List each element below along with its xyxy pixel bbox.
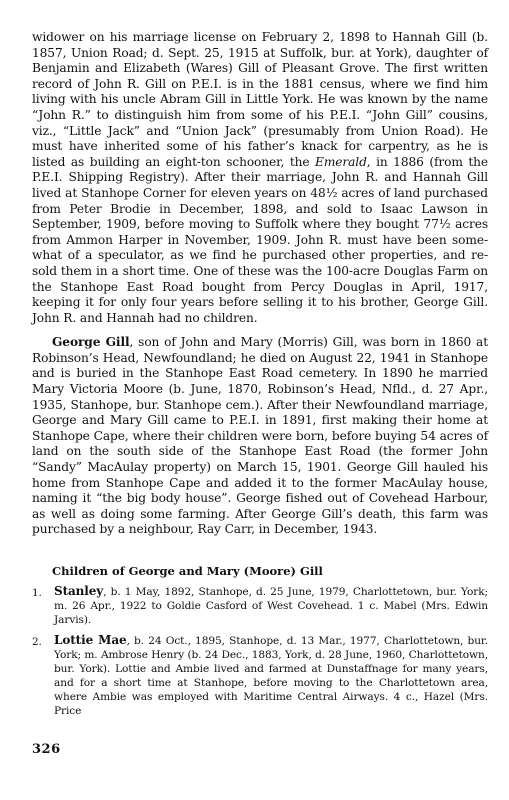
section-title: Children of George and Mary (Moore) Gill — [52, 564, 323, 578]
item-number: 2. — [32, 636, 42, 648]
paragraph-john-r-gill — [32, 30, 488, 326]
schooner-name: Emerald — [315, 154, 367, 169]
child-name: Stanley — [54, 584, 104, 598]
child-name: Lottie Mae — [54, 633, 127, 647]
paragraph-text: , in 1886 (from the P.E.I. Shipping Registry). After their marriage, John R. and Hannah Gill lived at Stanhope Corner for eleven years on 48½ acres of land purchased from Peter Brodie in December, 1898, and sold to Isaac Lawson in September, 1909, before moving to Suffolk where they bought 77½ acres from Ammon Harper in November, 1909. John R. must have been some-what of a speculator, as we find he purchased other properties, and re-sold them in a short time. One of these was the 100-acre Douglas Farm on the Stanhope East Road bought from Percy Douglas in April, 1917, keeping it for only four years before selling it to his brother, George Gill. John R. and Hannah had no children. — [32, 154, 488, 325]
children-list — [32, 584, 488, 718]
paragraph-george-gill — [32, 335, 488, 538]
list-item — [32, 633, 488, 718]
child-details: , b. 1 May, 1892, Stanhope, d. 25 June, 1979, Charlottetown, bur. York; m. 26 Apr., 1922 to Goldie Casford of West Covehead. 1 c. Mabel (Mrs. Edwin Jarvis). — [54, 586, 488, 626]
child-details: , b. 24 Oct., 1895, Stanhope, d. 13 Mar., 1977, Charlottetown, bur. York; m. Ambrose Henry (b. 24 Dec., 1883, York, d. 28 June, 1960, Charlottetown, bur. York). Lottie and Ambie lived and farmed at Dunstaffnage for many years, and for a short time at Stanhope, before moving to the Charlottetown area, where Ambie was employed with Maritime Central Airways. 4 c., Hazel (Mrs. Price — [54, 635, 489, 717]
paragraph-text: widower on his marriage license on February 2, 1898 to Hannah Gill (b. 1857, Union Road; d. Sept. 25, 1915 at Suffolk, bur. at York), daughter of Benjamin and Elizabeth (Wares) Gill of Pleasant Grove. The first written record of John R. Gill on P.E.I. is in the 1881 census, where we find him living with his uncle Abram Gill in Little York. He was known by the name “John R.” to distinguish him from some of his P.E.I. “John Gill” cousins, viz., “Little Jack” and “Union Jack” (presumably from Union Road). He must have inherited some of his father’s knack for carpentry, as he is listed as building an eight-ton schooner, the — [32, 30, 488, 169]
item-number: 1. — [32, 587, 42, 599]
list-item — [32, 584, 488, 627]
page-number: 326 — [32, 742, 61, 757]
person-name-heading: George Gill — [52, 335, 130, 350]
paragraph-text: , son of John and Mary (Morris) Gill, was born in 1860 at Robinson’s Head, Newfoundland; he died on August 22, 1941 in Stanhope and is buried in the Stanhope East Road cemetery. In 1890 he married Mary Victoria Moore (b. June, 1870, Robinson’s Head, Nfld., d. 27 Apr., 1935, Stanhope, bur. Stanhope cem.). After their Newfoundland marriage, George and Mary Gill came to P.E.I. in 1891, first making their home at Stanhope Cape, where their children were born, before buying 54 acres of land on the south side of the Stanhope East Road (the former John “Sandy” MacAulay property) on March 15, 1901. George Gill hauled his home from Stanhope Cape and added it to the former MacAulay house, naming it “the big body house”. George fished out of Covehead Harbour, as well as doing some farming. After George Gill’s death, this farm was purchased by a neighbour, Ray Carr, in December, 1943. — [32, 335, 488, 537]
page-content — [32, 30, 488, 724]
